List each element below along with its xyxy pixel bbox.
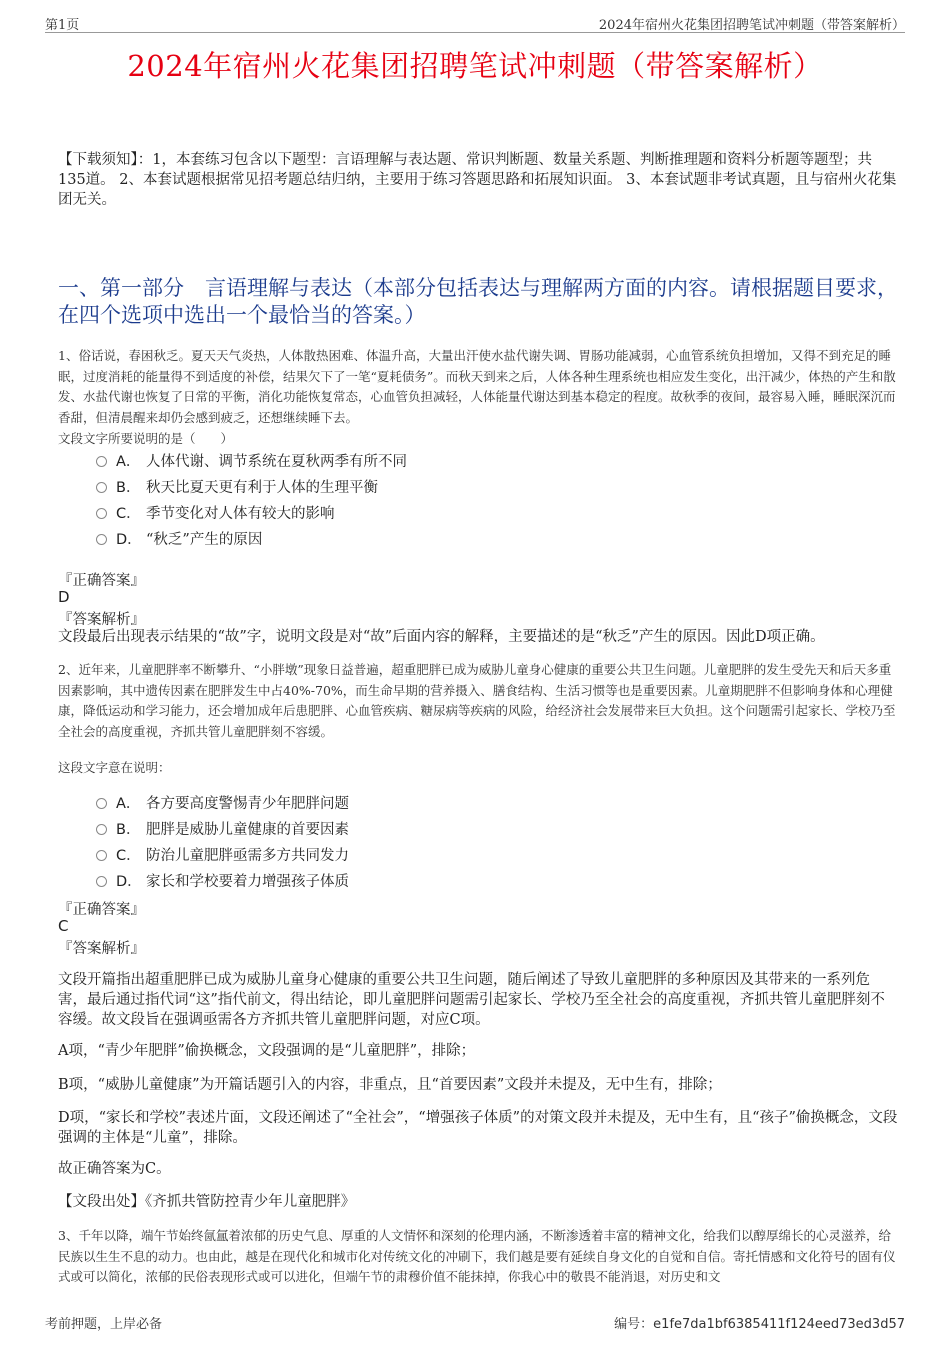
option-letter: C． [116, 506, 141, 522]
option-letter: A． [116, 796, 141, 812]
footer-code-value: e1fe7da1bf6385411f124eed73ed3d57 [653, 1317, 905, 1332]
option-letter: D． [116, 874, 142, 890]
download-notice: 【下载须知】：1，本套练习包含以下题型：言语理解与表达题、常识判断题、数量关系题、判断推理题和资料分析题等题型；共135道。 2、本套试题根据常见招考题总结归纳，主要用于练习答题思路和拓展知识面。 3、本套试题非考试真题，且与宿州火花集团无关。 [58, 152, 897, 208]
q2-explain-label: 『答案解析』 [58, 941, 145, 957]
radio-icon[interactable] [96, 798, 107, 809]
q2-ask: 这段文字意在说明： [58, 760, 171, 775]
footer-code [614, 1313, 905, 1332]
q2-text: 2、近年来，儿童肥胖率不断攀升、“小胖墩”现象日益普遍，超重肥胖已成为威胁儿童身心健康的重要公共卫生问题。儿童肥胖的发生受先天和后天多重因素影响，其中遗传因素在肥胖发生中占40%-70%，而生命早期的营养摄入、膳食结构、生活习惯等也是重要因素。儿童期肥胖不但影响身体和心理健康，降低运动和学习能力，还会增加成年后患肥胖、心血管疾病、糖尿病等疾病的风险，给经济社会发展带来巨大负担。这个问题需引起家长、学校乃至全社会的高度重视，齐抓共管儿童肥胖刻不容缓。 [58, 662, 896, 739]
option-text: “秋乏”产生的原因 [146, 532, 263, 548]
q2-answer-label: 『正确答案』 [58, 902, 145, 918]
radio-icon[interactable] [96, 824, 107, 835]
q2-answer: C [58, 917, 69, 935]
q1-ask: 文段文字所要说明的是（ ） [58, 431, 234, 446]
radio-icon[interactable] [96, 850, 107, 861]
q1-explanation: 文段最后出现表示结果的“故”字，说明文段是对“故”后面内容的解释，主要描述的是“秋乏”产生的原因。因此D项正确。 [58, 629, 825, 645]
q1-option-a[interactable] [96, 450, 407, 471]
option-letter: C． [116, 848, 141, 864]
q3-text: 3、千年以降，端午节始终氤氲着浓郁的历史气息、厚重的人文情怀和深刻的伦理内涵，不断渗透着丰富的精神文化，给我们以醇厚绵长的心灵滋养，给民族以生生不息的动力。也由此，越是在现代化和城市化对传统文化的冲刷下，我们越是要有延续自身文化的自觉和自信。寄托情感和文化符号的固有仪式或可以简化，浓郁的民俗表现形式或可以进化，但端午节的肃穆价值不能抹掉，你我心中的敬畏不能消退，对历史和文 [58, 1228, 896, 1284]
q1-answer: D [58, 588, 70, 606]
page-number: 第1页 [45, 18, 80, 33]
section-heading: 一、第一部分 言语理解与表达（本部分包括表达与理解两方面的内容。请根据题目要求，在四个选项中选出一个最恰当的答案。） [58, 276, 898, 327]
q2-note-d: D项，“家长和学校”表述片面，文段还阐述了“全社会”，“增强孩子体质”的对策文段并未提及，无中生有，且“孩子”偷换概念，文段强调的主体是“儿童”，排除。 [58, 1110, 898, 1146]
option-text: 各方要高度警惕青少年肥胖问题 [146, 796, 349, 812]
q1-option-d[interactable] [96, 528, 262, 549]
option-text: 家长和学校要着力增强孩子体质 [146, 874, 349, 890]
q2-explanation: 文段开篇指出超重肥胖已成为威胁儿童身心健康的重要公共卫生问题，随后阐述了导致儿童肥胖的多种原因及其带来的一系列危害，最后通过指代词“这”指代前文，得出结论，即儿童肥胖问题需引起家长、学校乃至全社会的高度重视，齐抓共管儿童肥胖刻不容缓。故文段旨在强调亟需各方齐抓共管儿童肥胖问题，对应C项。 [58, 972, 885, 1028]
q2-note-a: A项，“青少年肥胖”偷换概念，文段强调的是“儿童肥胖”，排除； [58, 1043, 476, 1059]
radio-icon[interactable] [96, 534, 107, 545]
radio-icon[interactable] [96, 508, 107, 519]
option-letter: B． [116, 480, 141, 496]
page-title: 2024年宿州火花集团招聘笔试冲刺题（带答案解析） [127, 49, 823, 83]
header-doc-title: 2024年宿州火花集团招聘笔试冲刺题（带答案解析） [598, 18, 905, 33]
option-letter: A． [116, 454, 141, 470]
footer-code-label: 编号： [614, 1317, 654, 1332]
radio-icon[interactable] [96, 456, 107, 467]
q2-note-b: B项，“威胁儿童健康”为开篇话题引入的内容，非重点，且“首要因素”文段并未提及，无中生有，排除； [58, 1077, 722, 1093]
q2-conclusion: 故正确答案为C。 [58, 1161, 171, 1177]
option-text: 防治儿童肥胖亟需多方共同发力 [146, 848, 349, 864]
q2-option-b[interactable] [96, 818, 349, 839]
q1-option-c[interactable] [96, 502, 335, 523]
q1-explain-label: 『答案解析』 [58, 612, 145, 628]
option-letter: D． [116, 532, 142, 548]
header-divider [45, 32, 905, 33]
option-text: 肥胖是威胁儿童健康的首要因素 [146, 822, 349, 838]
option-text: 秋天比夏天更有利于人体的生理平衡 [146, 480, 378, 496]
q2-source: 【文段出处】《齐抓共管防控青少年儿童肥胖》 [58, 1194, 356, 1210]
q2-option-d[interactable] [96, 870, 349, 891]
q2-option-a[interactable] [96, 792, 349, 813]
radio-icon[interactable] [96, 482, 107, 493]
radio-icon[interactable] [96, 876, 107, 887]
q1-text: 1、俗话说，春困秋乏。夏天天气炎热，人体散热困难、体温升高，大量出汗使水盐代谢失调、胃肠功能减弱，心血管系统负担增加，又得不到充足的睡眠，过度消耗的能量得不到适度的补偿，结果欠下了一笔“夏耗债务”。而秋天到来之后，人体各种生理系统也相应发生变化，出汗减少，体热的产生和散发、水盐代谢也恢复了日常的平衡，消化功能恢复常态，心血管负担减轻，人体能量代谢达到基本稳定的程度。故秋季的夜间，最容易入睡，睡眠深沉而香甜，但清晨醒来却仍会感到疲乏，还想继续睡下去。 [58, 348, 896, 425]
q2-option-c[interactable] [96, 844, 349, 865]
q1-answer-label: 『正确答案』 [58, 573, 145, 589]
q1-option-b[interactable] [96, 476, 378, 497]
footer-slogan: 考前押题，上岸必备 [45, 1317, 163, 1332]
option-letter: B． [116, 822, 141, 838]
option-text: 季节变化对人体有较大的影响 [146, 506, 335, 522]
option-text: 人体代谢、调节系统在夏秋两季有所不同 [146, 454, 407, 470]
